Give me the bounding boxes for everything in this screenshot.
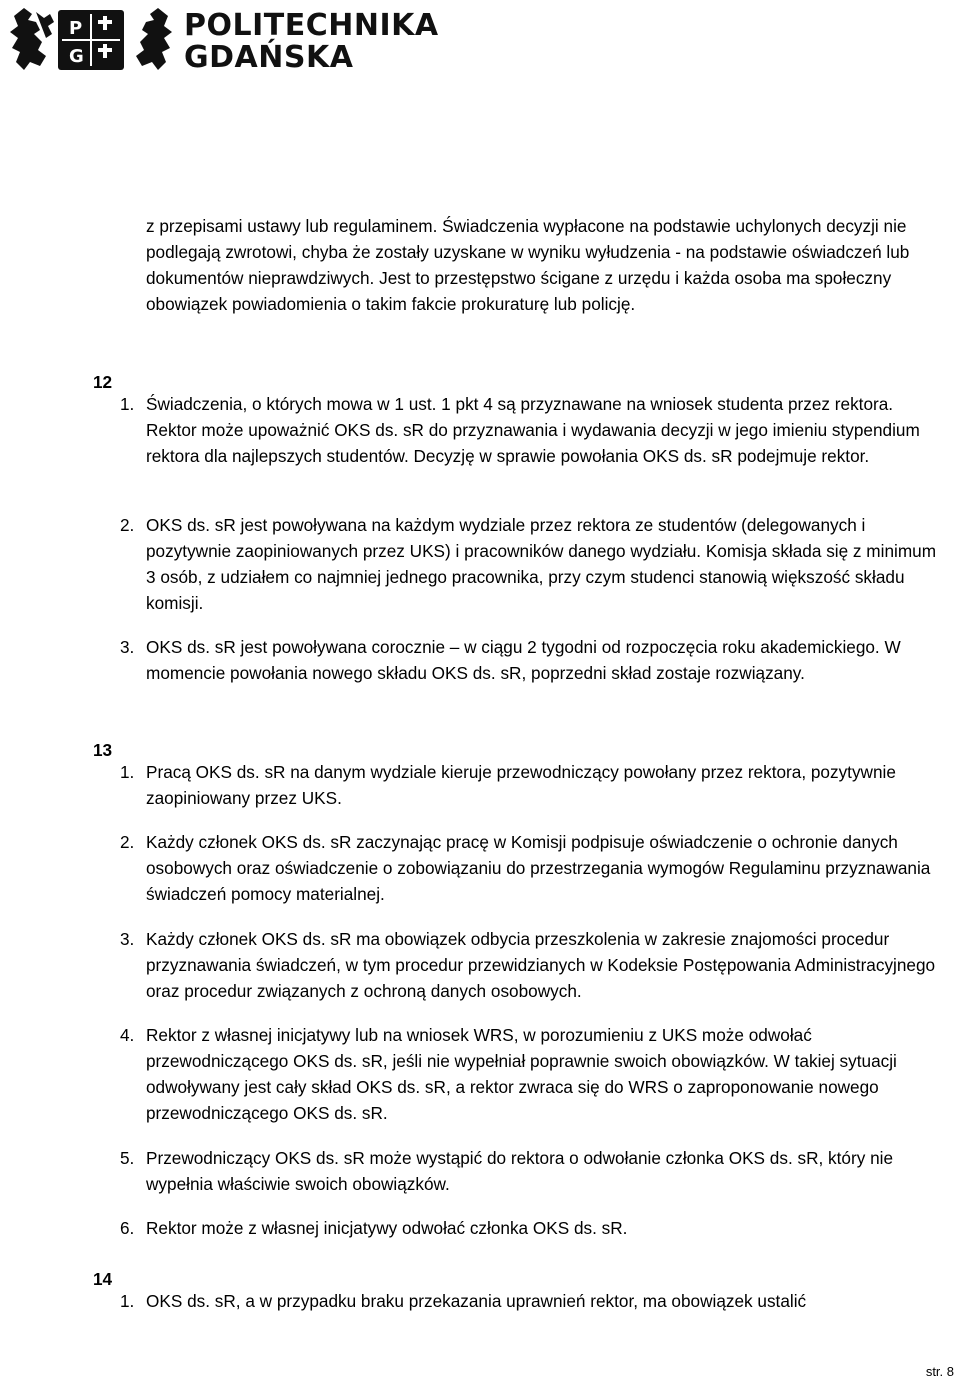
item-text: Rektor z własnej inicjatywy lub na wniosek WRS, w porozumieniu z UKS może odwołać przewodniczącego OKS ds. sR, jeśli nie wypełniał poprawnie swoich obowiązków. W takiej sytuacji odwoływany jest cały skład OKS ds. sR, a rektor zwraca się do WRS o zaproponowanie nowego przewodniczącego OKS ds. sR. — [146, 1025, 897, 1123]
section-12-item-3 — [120, 634, 946, 686]
section-13-item-4 — [120, 1022, 946, 1126]
logo-letter-g: G — [69, 46, 84, 67]
section-13-item-5 — [120, 1145, 946, 1197]
page-number: str. 8 — [925, 1364, 954, 1379]
university-logo — [6, 4, 439, 75]
item-text: Każdy członek OKS ds. sR ma obowiązek odbycia przeszkolenia w zakresie znajomości procedur przyznawania świadczeń, w tym procedur przewidzianych w Kodeksie Postępowania Administracyjnego oraz procedur związanych z ochroną danych osobowych. — [146, 929, 936, 1001]
item-number: 6. — [120, 1218, 135, 1238]
section-mark-14: 14 — [93, 1269, 113, 1289]
item-number: 2. — [120, 515, 135, 535]
item-text: OKS ds. sR, a w przypadku braku przekazania uprawnień rektor, ma obowiązek ustalić — [146, 1291, 807, 1311]
section-12-item-1 — [120, 391, 946, 469]
item-text: Rektor może z własnej inicjatywy odwołać członka OKS ds. sR. — [146, 1218, 628, 1238]
item-text: OKS ds. sR jest powoływana na każdym wydziale przez rektora ze studentów (delegowanych i pozytywnie zaopiniowanych przez UKS) i pracowników danego wydziału. Komisja składa się z minimum 3 osób, z udziałem co najmniej jednego pracownika, przy czym studenci stanowią większość składu komisji. — [146, 515, 937, 613]
section-mark-12: 12 — [93, 372, 113, 392]
item-text: Przewodniczący OKS ds. sR może wystąpić do rektora o odwołanie członka OKS ds. sR, który nie wypełnia właściwie swoich obowiązków. — [146, 1148, 894, 1194]
logo-letter-p: P — [69, 18, 83, 39]
griffins-crest-icon — [6, 4, 176, 76]
item-text: Pracą OKS ds. sR na danym wydziale kieruje przewodniczący powołany przez rektora, pozytywnie zaopiniowany przez UKS. — [146, 762, 896, 808]
item-text: Każdy członek OKS ds. sR zaczynając pracę w Komisji podpisuje oświadczenie o ochronie danych osobowych oraz oświadczenie o zobowiązaniu do przestrzegania wymogów Regulaminu przyznawania świadczeń pomocy materialnej. — [146, 832, 931, 904]
section-13-item-6 — [120, 1215, 946, 1241]
item-number: 5. — [120, 1148, 135, 1168]
item-text: OKS ds. sR jest powoływana corocznie – w ciągu 2 tygodni od rozpoczęcia roku akademickiego. W momencie powołania nowego składu OKS ds. sR, poprzedni skład zostaje rozwiązany. — [146, 637, 901, 683]
item-number: 1. — [120, 394, 135, 414]
university-name-line2: GDAŃSKA — [184, 40, 354, 75]
university-name — [184, 10, 439, 74]
section-mark-13: 13 — [93, 740, 113, 760]
item-number: 1. — [120, 1291, 135, 1311]
document-header — [0, 0, 960, 80]
section-13-item-3 — [120, 926, 946, 1004]
university-name-line1: POLITECHNIKA — [184, 8, 439, 43]
item-number: 1. — [120, 762, 135, 782]
intro-paragraph: z przepisami ustawy lub regulaminem. Świadczenia wypłacone na podstawie uchylonych decyzji nie podlegają zwrotowi, chyba że zostały uzyskane w wyniku wyłudzenia - na podstawie oświadczeń lub dokumentów nieprawdziwych. Jest to przestępstwo ścigane z urzędu i każda osoba ma społeczny obowiązek powiadomienia o takim fakcie prokuraturę lub policję. — [146, 216, 910, 314]
section-13-item-2 — [120, 829, 946, 907]
item-number: 2. — [120, 832, 135, 852]
item-number: 3. — [120, 929, 135, 949]
item-number: 4. — [120, 1025, 135, 1045]
section-12-item-2 — [120, 512, 946, 616]
item-number: 3. — [120, 637, 135, 657]
section-13-item-1 — [120, 759, 946, 811]
item-text: Świadczenia, o których mowa w 1 ust. 1 pkt 4 są przyznawane na wniosek studenta przez rektora. Rektor może upoważnić OKS ds. sR do przyznawania i wydawania decyzji w jego imieniu stypendium rektora dla najlepszych studentów. Decyzję w sprawie powołania OKS ds. sR podejmuje rektor. — [146, 394, 920, 466]
section-14-item-1 — [120, 1288, 946, 1314]
